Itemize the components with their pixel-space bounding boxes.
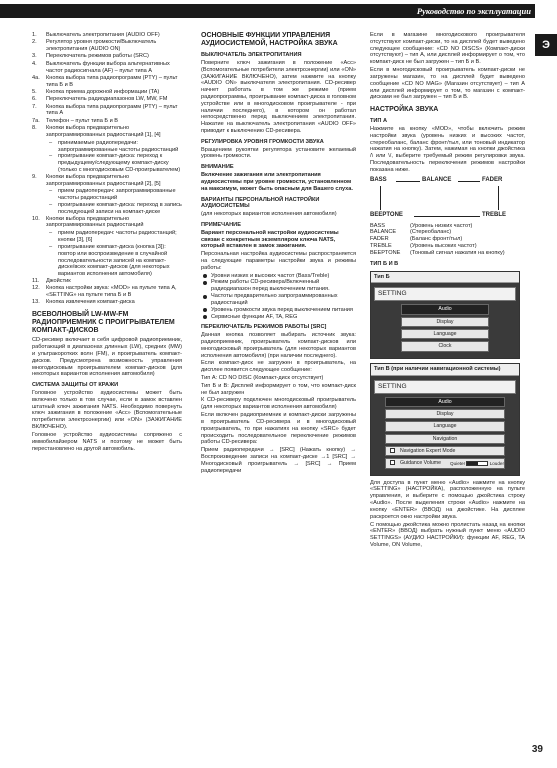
power-text: Поверните ключ зажигания в положение «Acc» (Вспомогательные потребители электроэнергии) или «ON» (ЗАЖИГАНИЕ ВКЛЮЧЕНО), затем нажмите на кнопку «AUDIO ON» выключателя электропитания. CD-ресивер начнет работать в том же режиме (прием радиопрограммы, проигрывание компакт-диска в головном устройстве или в многодисковом проигрывателе - при наличии последнего), в котором он работал непосредственно перед выключением электропитания. Нажатие на выключатель электропитания «AUDIO OFF» приводит к выключению CD-ресивера. [201,59,356,135]
diagram-bass: BASS [370,176,387,183]
sublist-item: – прием радиопередач: запрограммированные частоты радиостанций [46,188,182,202]
guidance-volume-row[interactable] [385,458,505,468]
item-text: Переключатель режимов работы (SRC) [46,53,149,60]
mode-row [370,236,520,243]
mode-desc: (Уровень высоких частот) [410,243,477,250]
section-text-radio: CD-ресивер включает в себя цифровой радиоприемник, работающий в диапазонах длинных (LW), средних (MW) и ультракоротких волн (FM), и проигрыватель компакт-дисков. Предусмотрена возможность управления многодисковым проигрывателем компакт-дисков (для некоторых вариантов исполнения автомобиля) [32,337,182,378]
bullet-item: Режим работы CD-ресивера/Включенный радиодиапазон перед выключением питания. [201,279,356,293]
sublist-item: – проигрывание компакт-диска: переход к предыдущему/следующему компакт-диску (только с многодисковым CD-проигрывателем) [46,153,182,173]
item-number: 10. [32,215,40,222]
sub-volume: РЕГУЛИРОВКА УРОВНЯ ГРОМКОСТИ ЗВУКА [201,138,324,145]
audio-access-text: Для доступа в пункт меню «Audio» нажмите на кнопку «SETTING» (НАСТРОЙКА), расположенную на пульте управления, и выберите с помощью джойстика строку «Audio». После выделения строки «Audio» нажмите на кнопку «ENTER» (ВВОД) на джойстике. На дисплее раскроется окно настройки звука. [370,479,525,520]
item-number: 6. [32,96,37,103]
cd-no-mag-text: Если в многодисковый проигрыватель компакт-диски не загружены магазин, то на дисплей будет выведено сообщение «CD NO MAG» (Магазин отсутствует) – тип A или дисплей информирует о том, то магазин с компакт-дисками не был загружен – тип Б и В. [370,67,525,101]
list-item [32,39,182,53]
arrow-right-vertical [498,186,499,210]
menu-navigation-v[interactable]: Navigation [385,434,505,444]
list-item [32,174,182,188]
sub-warning: ВНИМАНИЕ [201,164,234,171]
volume-control[interactable] [450,461,504,467]
bullet-item: Сервисные функции AF, TA, REG [201,314,356,321]
screen-b-display [371,283,519,357]
sub-src: ПЕРЕКЛЮЧАТЕЛЬ РЕЖИМОВ РАБОТЫ [SRC] [201,324,327,331]
mode-desc: (Тоновый сигнал нажатия на кнопку) [410,249,505,256]
setting-screen-type-b [370,271,520,359]
src-text-5: К CD-ресиверу подключен многодисковый проигрыватель (для некоторых вариантов исполнения автомобиля) [201,397,356,411]
src-text-4: Тип Б и В: Дисплей информирует о том, что компакт-диск не был загружен [201,382,356,396]
menu-clock-b[interactable]: Clock [401,341,489,351]
setting-screen-type-v [370,363,520,476]
item8-sublist [46,140,182,174]
list-item [32,53,182,60]
list-item [32,96,182,103]
expert-mode-label: Navigation Expert Mode [400,447,456,454]
sound-mode-diagram [370,177,520,221]
sublist-item: – проигрывание компакт-диска (кнопка [3]): повтор или воспроизведение в случайной последовательности записей на компакт-диске/всех компакт-дисков (для некоторых вариантов исполнения автомобиля) [46,244,182,278]
item-number: 4. [32,60,37,67]
item-text: Кнопка извлечения компакт-диска [46,299,135,306]
list-item [32,125,182,139]
menu-display-v[interactable]: Display [385,409,505,419]
page-number: 39 [531,743,543,755]
section-title-sound: НАСТРОЙКА ЗВУКА [370,106,439,114]
list-item [32,118,182,125]
arrow-beeptone-treble [414,216,480,217]
sub-note: ПРИМЕЧАНИЕ [201,221,241,228]
item-number: 13. [32,299,40,306]
list-item [32,75,182,89]
sublist-item: – проигрывание компакт-диска: переход в запись последующей записи на компакт-диске [46,202,182,216]
item-text: Регулятор уровня громкости/Выключатель электропитания (AUDIO ON) [46,39,157,53]
audio-settings-text: С помощью джойстика можно пролистать назад на кнопки «ENTER» (ВВОД) выбрать нужный пункт меню «AUDIO SETTINGS» (АУДИО НАСТРОЙКИ): функции AF, REG, TA Volume, ON Volume, [370,521,525,548]
header-tab-cap [535,4,557,18]
menu-audio-b[interactable]: Audio [401,304,489,314]
sub-personal: ВАРИАНТЫ ПЕРСОНАЛЬНОЙ НАСТРОЙКИ АУДИОСИСТЕМЫ [201,196,320,210]
bullet-item: Уровни низких и высоких частот (Bass/Treble) [201,273,356,280]
section-title-radio: ВСЕВОЛНОВЫЙ LW-MW-FM РАДИОПРИЕМНИК С ПРОИГРЫВАТЕЛЕМ КОМПАКТ-ДИСКОВ [32,311,175,335]
column-1 [32,32,182,453]
checkbox-icon[interactable] [390,448,395,453]
screen-b-title: SETTING [374,287,516,301]
item-text: Выключатель электропитания (AUDIO OFF) [46,32,160,38]
screen-v-display [371,376,519,475]
sub-type-a: ТИП A [370,118,388,125]
cd-no-discs-text: Если в магазине многодискового проигрывателя отсутствуют компакт-диски, то на дисплей будет выведено следующее сообщение: «CD NO DISCS» (Компакт-диски отсутствуют) – тип A, или дисплей информирует о том, что компакт-диск не был загружен – тип Б и В. [370,32,525,66]
controls-list [32,32,182,139]
column-3 [370,32,525,550]
controls-list-d [32,278,182,306]
menu-language-v[interactable]: Language [385,421,505,431]
list-item [32,278,182,285]
controls-list-c [32,216,182,230]
antitheft-text-1: Головное устройство аудиосистемы может быть включено только в том случае, если в замок вставлен штатный ключ зажигания NATS. Необходимо повернуть ключ зажигания в положение «Acc» (Вспомогательные потребители электроэнергии) или «ON» (ЗАЖИГАНИЕ ВКЛЮЧЕНО). [32,390,182,431]
item-number: 8. [32,125,37,132]
section-tab: Э [535,34,557,56]
mode-key: FADER [370,236,389,243]
slider-fill [467,462,478,465]
mode-row [370,250,520,257]
src-text-1: Данная кнопка позволяет выбирать источник звука: радиоприемник, проигрыватель компакт-дисков или многодисковый проигрыватель (для некоторых вариантов исполнения автомобиля) (при наличии последнего). [201,332,356,359]
navigation-expert-mode-row[interactable] [385,446,505,456]
item-text: Кнопка выбора типа радиопрограмм (PTY) – пульт типа A [46,103,178,117]
mode-row [370,223,520,230]
item-number: 12. [32,285,40,292]
item-text: Джойстик [46,277,71,284]
screen-v-label: Тип В (при наличии навигационной системы) [371,364,519,376]
column-2 [201,32,356,475]
src-text-3: Тип A: CD NO DISC (Компакт-диск отсутствует) [201,375,324,382]
antitheft-text-2: Головное устройство аудиосистемы сопряжено с иммобилайзером NATS и поэтому не может быть перестановлено на другой автомобиль. [32,431,182,452]
list-item [32,61,182,75]
src-text-6: Если включен радиоприемник и компакт-диски загружены в проигрыватель CD-ресивера и в многодисковый проигрыватель, то при нажатиях на кнопку «SRC» будет происходить последовательное переключение режимов работы CD-ресивера: [201,412,356,446]
list-item [32,104,182,118]
item-number: 5. [32,89,37,95]
section-title-basic: ОСНОВНЫЕ ФУНКЦИИ УПРАВЛЕНИЯ АУДИОСИСТЕМОЙ, НАСТРОЙКА ЗВУКА [201,32,338,48]
screen-b-label: Тип Б [371,272,519,284]
item-text: Кнопки выбора предварительно запрограммированных радиостанций [46,215,144,229]
item-text: Кнопка выбора типа радиопрограмм (PTY) – пульт типа Б и В [46,74,178,88]
sublist-item: – принимаемые радиопередачи: запрограммированные частоты радиостанций [46,140,182,154]
section-title-antitheft: СИСТЕМА ЗАЩИТЫ ОТ КРАЖИ [32,382,119,389]
controls-list-b [32,174,182,188]
diagram-balance: BALANCE [422,176,452,183]
diagram-treble: TREBLE [482,211,506,218]
quieter-label: Quieter [450,460,466,466]
sub-power: ВЫКЛЮЧАТЕЛЬ ЭЛЕКТРОПИТАНИЯ [201,52,302,59]
item-number: 11. [32,277,40,284]
sublist-item: – прием радиопередач: частоты радиостанций; кнопки [3], [6] [46,230,182,244]
volume-text: Вращением рукоятки регулятора установите желаемый уровень громкости. [201,146,356,160]
mode-desc: (Стереобаланс) [410,229,452,236]
guidance-volume-label: Guidance Volume [400,460,441,467]
mode-row [370,229,520,236]
menu-audio-v[interactable]: Audio [385,397,505,407]
item-text: Телефон – пульт типа Б и В [46,117,118,124]
item-text: Кнопка настройки звука: «MOD» на пульте типа A, «SETTING» на пульте типа Б и В [46,285,177,299]
menu-language-b[interactable]: Language [401,329,489,339]
src-text-2: Если компакт-диск не загружен в проигрыватель, на дисплее появится следующее сообщение: [201,360,356,374]
checkbox-icon[interactable] [390,460,395,465]
diagram-fader: FADER [482,176,503,183]
mode-key: BEEPTONE [370,249,401,256]
list-item [32,89,182,96]
type-a-text: Нажмите на кнопку «MOD», чтобы включить режим настройки звука (уровень низких и высоких частот, стереобаланс, баланс фронт/тыл, или тоновый индикатор нажатия на кнопку). Затем, нажимая на кнопки джойстика /\ или \/, выберите требуемый режим регулировки звука. Последовательность переключения режимов настройки показана ниже. [370,125,525,173]
page-header-title: Руководство по эксплуатации [416,6,531,16]
note-text: Вариант персональной настройки аудиосистемы связан с конкретным экземпляром ключа NATS, который вставлен в замок зажигания. [201,229,339,250]
list-item [32,285,182,299]
menu-display-b[interactable]: Display [401,317,489,327]
list-item [32,299,182,306]
arrow-balance-fader [458,181,480,182]
item-number: 9. [32,173,37,180]
item-number: 7. [32,103,37,110]
item-number: 7a. [32,117,40,124]
bullet-item: Уровень громкости звука перед выключением питания [201,307,356,314]
mode-row [370,243,520,250]
item-text: Кнопки выбора предварительно запрограммированных радиостанций [1], [4] [46,125,161,138]
personal-params-list [201,273,356,321]
item-number: 3. [32,53,37,60]
personal-params-intro: Персональная настройка аудиосистемы распространяется на следующие параметры настройки звука и режимы работы: [201,251,356,271]
personal-text: (для некоторых вариантов исполнения автомобиля) [201,211,337,218]
list-item [32,216,182,230]
sub-type-bv: ТИП Б И В [370,260,399,267]
screen-v-title: SETTING [374,380,516,394]
item-text: Выключатель функции выбора альтернативных частот радиосигнала (AF) – пульт типа A [46,60,170,74]
guidance-volume-slider[interactable] [466,461,488,466]
list-item [32,32,182,39]
sound-modes-table [370,223,520,257]
item-number: 2. [32,39,37,46]
item-text: Кнопка приема дорожной информации (TA) [46,89,160,95]
mode-key: TREBLE [370,243,392,250]
mode-desc: (Уровень низких частот) [410,222,473,229]
item10-sublist [46,230,182,278]
arrow-left-vertical [380,186,381,210]
src-text-7: Прием радиопередачи → [SRC] (Нажать кнопку) → Воспроизведение записи на компакт-диске →1 [SRC] → Многодисковый проигрыватель → [SRC] → Прием радиопередачи [201,447,356,474]
item-number: 1. [32,32,37,38]
warning-text: Включение зажигания или электропитания аудиосистемы при уровне громкости, установленном на максимум, может быть опасным для Вашего слуха. [201,172,353,192]
item-number: 4a. [32,74,40,81]
mode-key: BALANCE [370,229,397,236]
mode-desc: (Баланс фронт/тыл) [410,236,463,243]
diagram-beeptone: BEEPTONE [370,211,403,218]
mode-key: BASS [370,222,385,229]
bullet-item: Частоты предварительно запрограммированных радиостанций [201,293,356,307]
item-text: Переключатель радиодиапазонов LW, MW, FM [46,96,168,103]
louder-label: Louder [489,460,504,466]
item-text: Кнопки выбора предварительно запрограммированных радиостанций [2], [5] [46,173,161,187]
item9-sublist [46,188,182,215]
arrow-bass-balance [396,181,420,182]
